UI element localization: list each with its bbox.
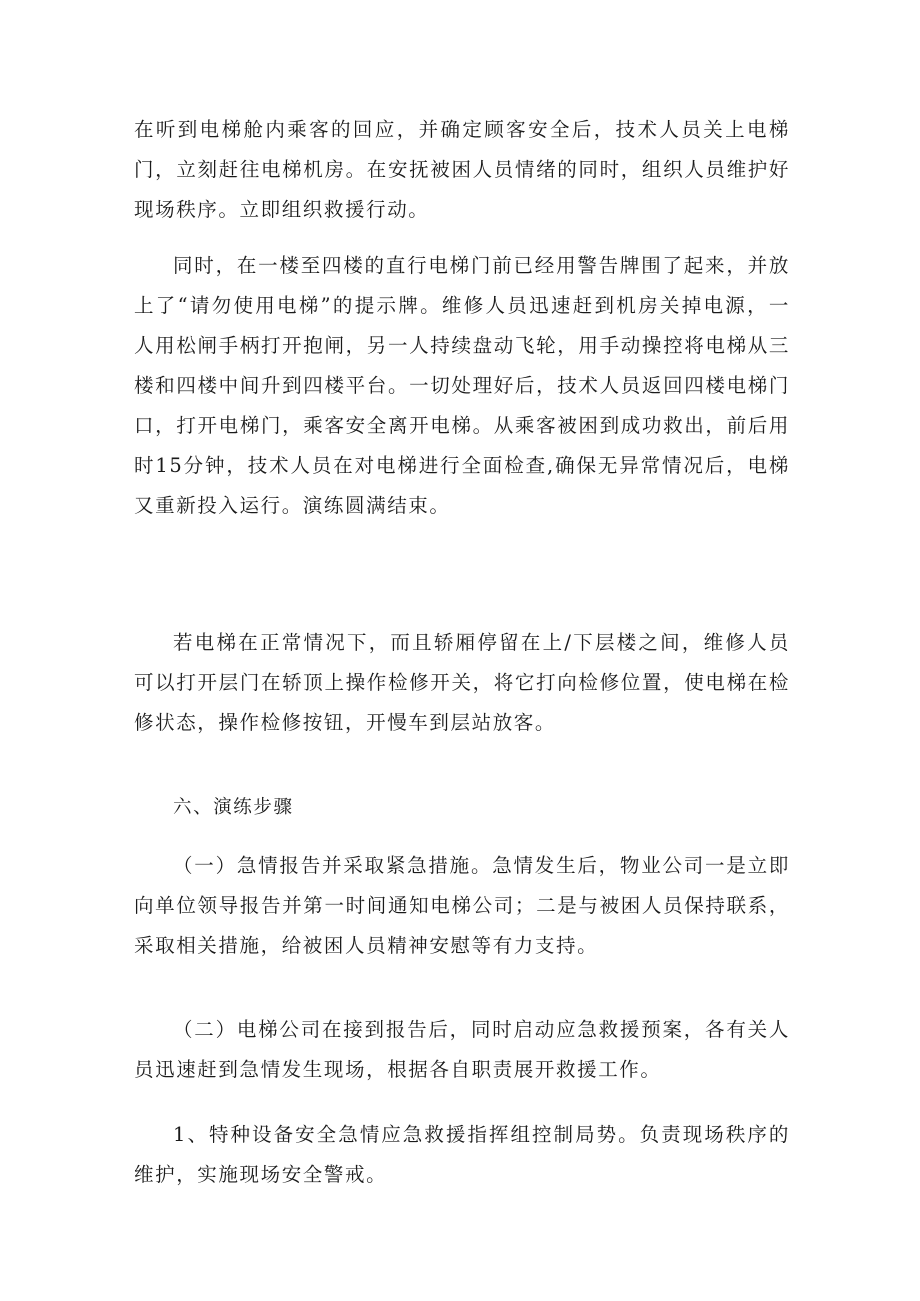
paragraph-step-one: （一）急情报告并采取紧急措施。急情发生后，物业公司一是立即向单位领导报告并第一时间通知电梯公司；二是与被困人员保持联系，采取相关措施，给被困人员精神安慰等有力支持。 (134, 854, 790, 957)
section-heading-drill-steps: 六、演练步骤 (173, 797, 294, 818)
paragraph-item-one: 1、特种设备安全急情应急救援指挥组控制局势。负责现场秩序的维护，实施现场安全警戒。 (134, 1123, 790, 1186)
paragraph-rescue-response: 在听到电梯舱内乘客的回应，并确定顾客安全后，技术人员关上电梯门，立刻赶往电梯机房。在安抚被困人员情绪的同时，组织人员维护好现场秩序。立即组织救援行动。 (134, 118, 790, 221)
paragraph-step-two: （二）电梯公司在接到报告后，同时启动应急救援预案，各有关人员迅速赶到急情发生现场，根据各自职责展开救援工作。 (134, 1018, 790, 1081)
paragraph-rescue-procedure: 同时，在一楼至四楼的直行电梯门前已经用警告牌围了起来，并放上了“请勿使用电梯”的提示牌。维修人员迅速赶到机房关掉电源，一人用松闸手柄打开抱闸，另一人持续盘动飞轮，用手动操控将电梯从三楼和四楼中间升到四楼平台。一切处理好后，技术人员返回四楼电梯门口，打开电梯门，乘客安全离开电梯。从乘客被困到成功救出，前后用时15分钟，技术人员在对电梯进行全面检查,确保无异常情况后，电梯又重新投入运行。演练圆满结束。 (134, 254, 790, 517)
paragraph-inspection-mode: 若电梯在正常情况下，而且轿厢停留在上/下层楼之间，维修人员可以打开层门在轿顶上操作检修开关，将它打向检修位置，使电梯在检修状态，操作检修按钮，开慢车到层站放客。 (134, 631, 790, 734)
